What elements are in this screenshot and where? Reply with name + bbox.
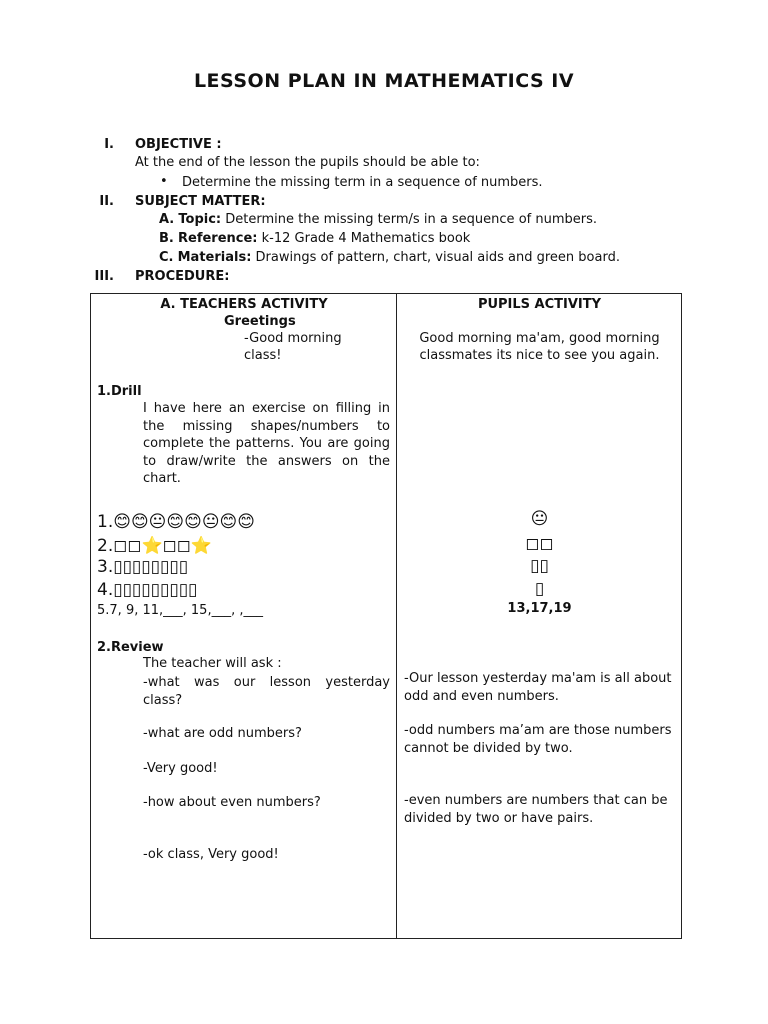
pattern-1: 1.😊😊😐😊😊😐😊😊	[97, 512, 255, 532]
subject-item-topic	[159, 212, 597, 227]
answer-1: 😐	[530, 509, 549, 529]
subject-item-text: Determine the missing term/s in a sequence of numbers.	[225, 212, 597, 227]
subject-item-letter: A.	[159, 212, 175, 227]
pupil-greeting-line2: classmates its nice to see you again.	[419, 348, 660, 363]
greetings-label: Greetings	[224, 314, 296, 329]
procedure-heading: PROCEDURE:	[135, 269, 230, 284]
question-1: -what was our lesson yesterday class?	[143, 675, 390, 708]
answer-2: ◻◻	[525, 534, 554, 554]
section-number-iii: III.	[94, 269, 114, 284]
teacher-greeting-line2: class!	[244, 348, 282, 363]
subject-item-label: Materials:	[177, 250, 252, 265]
drill-instructions: I have here an exercise on filling in the missing shapes/numbers to complete the patterns. You are going to draw/write the answers on the chart.	[143, 401, 390, 486]
answer-5: 13,17,19	[507, 601, 572, 616]
pupil-greeting-line1: Good morning ma'am, good morning	[419, 331, 660, 346]
question-3: -Very good!	[143, 761, 218, 776]
subject-matter-heading: SUBJECT MATTER:	[135, 194, 266, 209]
question-4: -how about even numbers?	[143, 795, 321, 810]
page-title: LESSON PLAN IN MATHEMATICS IV	[193, 70, 575, 92]
objective-heading: OBJECTIVE :	[135, 137, 222, 152]
pupil-answer-1: -Our lesson yesterday ma'am is all about odd and even numbers.	[404, 671, 672, 704]
bullet-icon: •	[160, 174, 168, 189]
subject-item-label: Topic:	[178, 212, 222, 227]
subject-item-text: Drawings of pattern, chart, visual aids and green board.	[255, 250, 620, 265]
section-number-i: I.	[104, 137, 114, 152]
pupil-answer-3: -even numbers are numbers that can be divided by two or have pairs.	[404, 793, 668, 826]
subject-item-letter: B.	[159, 231, 174, 246]
subject-item-materials	[159, 250, 620, 265]
pattern-2: 2.◻◻⭐◻◻⭐	[97, 536, 212, 556]
table-divider	[396, 293, 397, 939]
subject-item-text: k-12 Grade 4 Mathematics book	[261, 231, 471, 246]
pattern-3: 3.▯▯▯▯▯▯▯▯	[97, 557, 189, 577]
drill-heading: 1.Drill	[97, 384, 142, 399]
objective-bullet: Determine the missing term in a sequence of numbers.	[182, 175, 543, 190]
subject-item-label: Reference:	[178, 231, 258, 246]
pupils-activity-header: PUPILS ACTIVITY	[477, 297, 602, 312]
pattern-5: 5.7, 9, 11,___, 15,___, ,___	[97, 603, 263, 618]
review-heading: 2.Review	[97, 640, 164, 655]
subject-item-letter: C.	[159, 250, 174, 265]
question-5: -ok class, Very good!	[143, 847, 279, 862]
subject-item-reference	[159, 231, 470, 246]
pattern-4: 4.▯▯▯▯▯▯▯▯▯	[97, 580, 198, 600]
teachers-activity-header: A. TEACHERS ACTIVITY	[160, 297, 328, 312]
answer-3: ▯▯	[530, 556, 549, 576]
section-number-ii: II.	[99, 194, 114, 209]
question-2: -what are odd numbers?	[143, 726, 302, 741]
pupil-answer-2: -odd numbers ma’am are those numbers cannot be divided by two.	[404, 723, 672, 756]
teacher-greeting-line1: -Good morning	[244, 331, 342, 346]
answer-4: ▯	[534, 579, 545, 599]
objective-intro: At the end of the lesson the pupils should be able to:	[135, 155, 480, 170]
teacher-ask: The teacher will ask :	[143, 656, 282, 671]
